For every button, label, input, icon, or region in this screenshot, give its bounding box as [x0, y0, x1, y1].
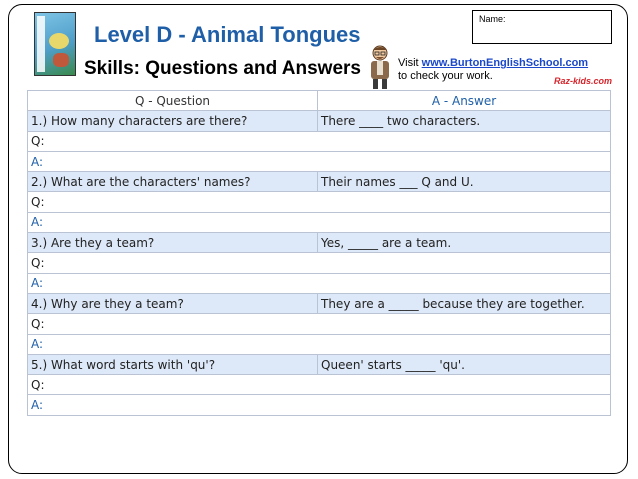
q-line[interactable]: [28, 314, 611, 334]
question-text: 2.) What are the characters' names?: [28, 172, 318, 192]
question-row: [28, 233, 611, 253]
question-text: 3.) Are they a team?: [28, 233, 318, 253]
q-line-label: Q:: [28, 131, 611, 151]
a-line[interactable]: [28, 212, 611, 232]
question-text: 1.) How many characters are there?: [28, 111, 318, 131]
question-column-header: Q - Question: [28, 91, 318, 111]
answer-prompt: Their names ___ Q and U.: [318, 172, 611, 192]
answer-prompt: Yes, _____ are a team.: [318, 233, 611, 253]
a-line[interactable]: [28, 151, 611, 171]
question-row: [28, 293, 611, 313]
a-line[interactable]: [28, 273, 611, 293]
a-line-label: A:: [28, 273, 611, 293]
question-row: [28, 111, 611, 131]
q-line[interactable]: [28, 192, 611, 212]
question-row: [28, 172, 611, 192]
name-label: Name:: [479, 14, 506, 24]
a-line-label: A:: [28, 151, 611, 171]
q-line-label: Q:: [28, 192, 611, 212]
q-line-label: Q:: [28, 253, 611, 273]
q-line[interactable]: [28, 253, 611, 273]
answer-prompt: Queen' starts _____ 'qu'.: [318, 354, 611, 374]
q-line-label: Q:: [28, 314, 611, 334]
question-text: 5.) What word starts with 'qu'?: [28, 354, 318, 374]
a-line-label: A:: [28, 395, 611, 415]
a-line[interactable]: [28, 334, 611, 354]
website-link[interactable]: www.BurtonEnglishSchool.com: [421, 57, 589, 69]
teacher-icon: [364, 44, 396, 90]
book-cover-icon: [34, 12, 76, 76]
q-line[interactable]: [28, 375, 611, 395]
answer-prompt: There ____ two characters.: [318, 111, 611, 131]
answer-prompt: They are a _____ because they are together.: [318, 293, 611, 313]
question-text: 4.) Why are they a team?: [28, 293, 318, 313]
q-line-label: Q:: [28, 375, 611, 395]
raz-kids-logo: Raz-kids.com: [554, 76, 613, 86]
answer-column-header: A - Answer: [318, 91, 611, 111]
visit-notice: Visit www.BurtonEnglishSchool.com to check your work.: [398, 57, 589, 82]
a-line[interactable]: [28, 395, 611, 415]
q-line[interactable]: [28, 131, 611, 151]
skills-heading: Skills: Questions and Answers: [84, 58, 361, 79]
name-field[interactable]: [472, 10, 612, 44]
qa-table: [27, 90, 611, 416]
page-title: Level D - Animal Tongues: [94, 22, 361, 47]
a-line-label: A:: [28, 334, 611, 354]
a-line-label: A:: [28, 212, 611, 232]
question-row: [28, 354, 611, 374]
